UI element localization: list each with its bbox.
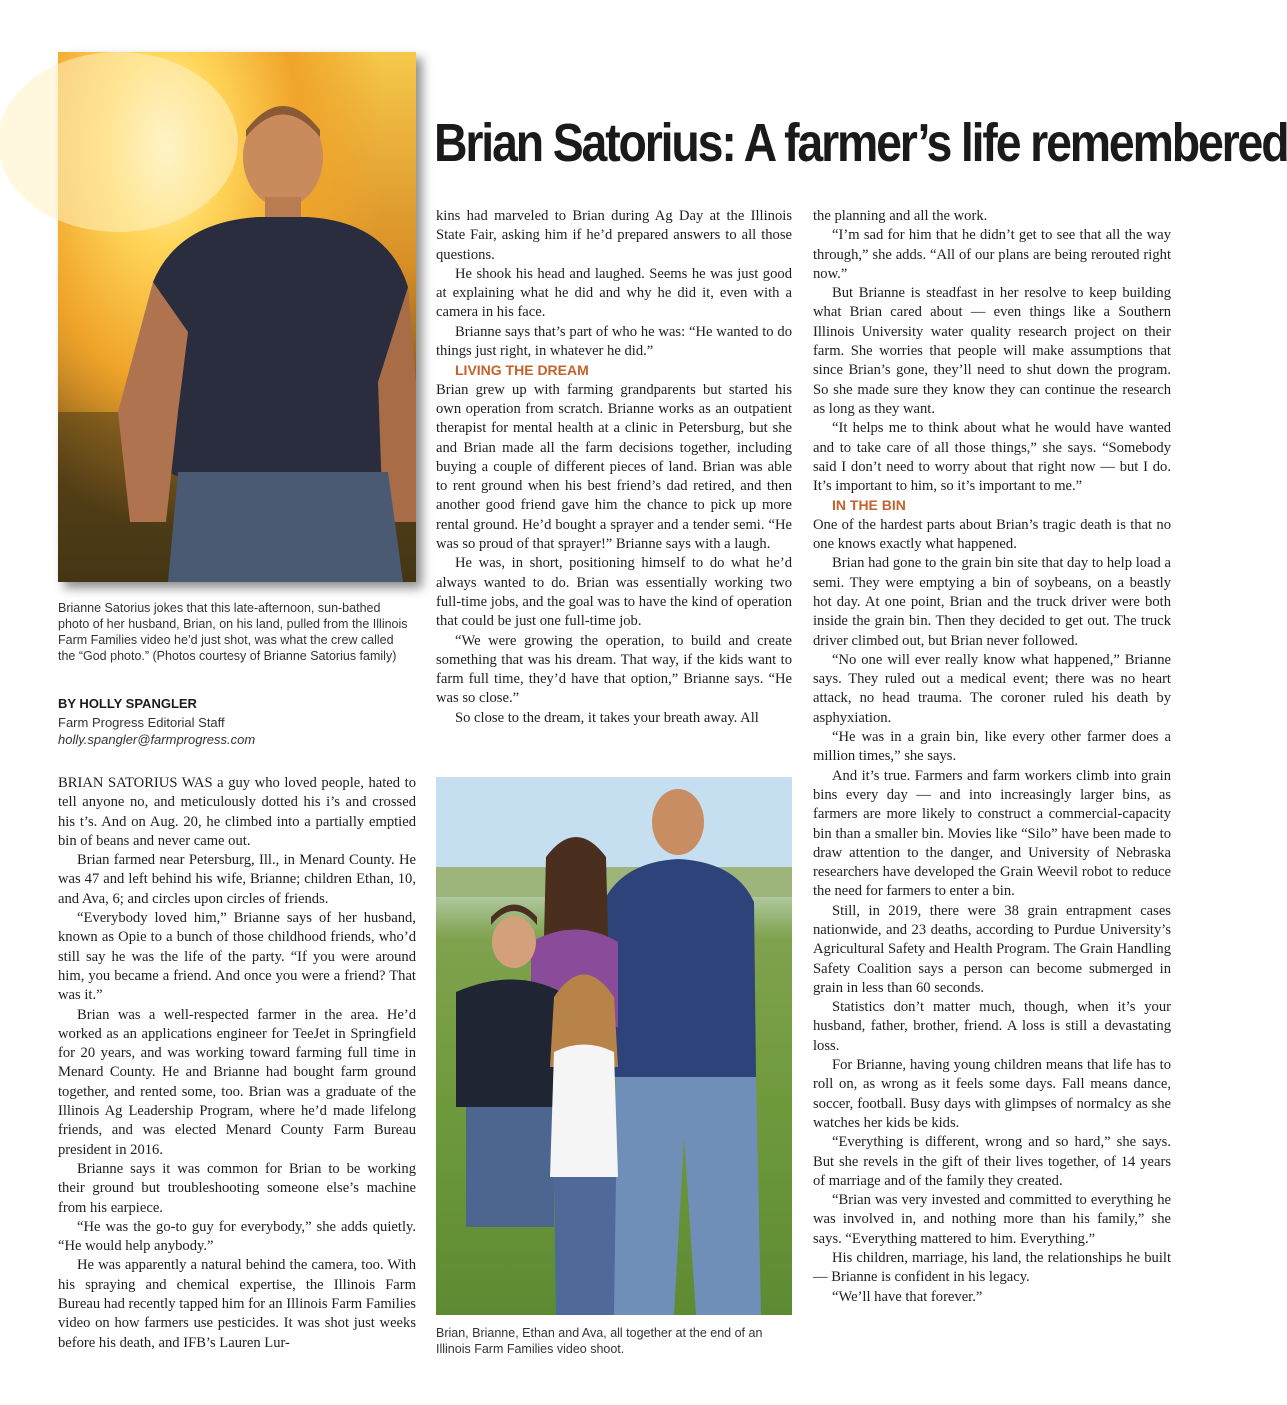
paragraph: BRIAN SATORIUS WAS a guy who loved people, hated to tell anyone no, and meticulously dotted his i’s and crossed his t’s. And on Aug. 20, he climbed into a partially emptied bin of beans and never came out.	[58, 775, 416, 849]
paragraph: “I’m sad for him that he didn’t get to see that all the way through,” she adds. “All of our plans are being rerouted right now.”	[813, 227, 1171, 282]
paragraph: kins had marveled to Brian during Ag Day at the Illinois State Fair, asking him if he’d prepared answers to all those questions.	[436, 208, 792, 263]
headline: Brian Satorius: A farmer’s life remembered	[434, 113, 1287, 173]
paragraph: Brian grew up with farming grandparents but started his own operation from scratch. Brianne works as an outpatient therapist for mental health at a clinic in Petersburg, but she and Brian made all the farm decisions together, including buying a couple of different pieces of land. Brian was able to rent ground when his best friend’s dad retired, and then another good friend gave him the chance to pick up more rental ground. He’d bought a sprayer and a tender semi. “He was so proud of that sprayer!” Brianne says with a laugh.	[436, 381, 792, 553]
byline-email[interactable]: holly.spangler@farmprogress.com	[58, 732, 256, 747]
photo-caption-family: Brian, Brianne, Ethan and Ava, all together at the end of an Illinois Farm Families video shoot.	[436, 1326, 763, 1356]
byline-title: Farm Progress Editorial Staff	[58, 715, 225, 730]
paragraph: Brianne says that’s part of who he was: “He wanted to do things just right, in whatever he did.”	[436, 323, 792, 360]
paragraph: “Everything is different, wrong and so hard,” she says. But she revels in the gift of their lives together, of 14 years of marriage and of the family they created.	[813, 1134, 1171, 1189]
byline	[58, 696, 408, 748]
paragraph: And it’s true. Farmers and farm workers climb into grain bins every day — and into increasingly larger bins, as farmers are more likely to construct a commercial-capacity bin than a smaller bin. Movies like “Silo” have been made to draw attention to the danger, and University of Nebraska researchers have developed the Grain Weevil robot to reduce the need for farmers to enter a bin.	[813, 767, 1171, 900]
subhead-in-the-bin: IN THE BIN	[832, 497, 906, 514]
subhead-living-the-dream: LIVING THE DREAM	[455, 362, 589, 379]
paragraph: His children, marriage, his land, the relationships he built — Brianne is confident in his legacy.	[813, 1250, 1171, 1286]
paragraph: “He was the go-to guy for everybody,” she adds quietly. “He would help anybody.”	[58, 1218, 416, 1255]
paragraph: “He was in a grain bin, like every other farmer does a million times,” she says.	[813, 729, 1171, 765]
photo-family	[436, 777, 792, 1315]
byline-author: BY HOLLY SPANGLER	[58, 696, 197, 711]
paragraph: “We’ll have that forever.”	[832, 1288, 983, 1305]
paragraph: Brian was a well-respected farmer in the area. He’d worked as an applications engineer for TeeJet in Springfield for 20 years, and was working toward farming full time in Menard County. He and Brianne had bought farm ground together, and rented some, too. Brian was a graduate of the Illinois Ag Leadership Program, where he’d made lifelong friends, and was elected Menard County Farm Bureau president in 2016.	[58, 1006, 416, 1158]
photo-caption-top: Brianne Satorius jokes that this late-afternoon, sun-bathed photo of her husband, Brian, on his land, pulled from the Illinois Farm Families video he’d just shot, was what the crew called the “God photo.” (Photos courtesy of Brianne Satorius family)	[58, 601, 408, 663]
paragraph: “Everybody loved him,” Brianne says of her husband, known as Opie to a bunch of those childhood friends, who’d still say he was the life of the party. “If you were around him, you became a friend. And once you were a friend? That was it.”	[58, 910, 416, 1004]
paragraph: Statistics don’t matter much, though, when it’s your husband, father, brother, friend. A loss is still a devastating loss.	[813, 999, 1171, 1054]
paragraph: But Brianne is steadfast in her resolve to keep building what Brian cared about — even things like a Southern Illinois University water quality research project on their farm. She worries that people will make assumptions that since Brian’s gone, they’ll need to shut down the program. So she made sure they know they can continue the research as long as they want.	[813, 285, 1171, 417]
paragraph: So close to the dream, it takes your breath away. All	[455, 709, 759, 726]
paragraph: He was apparently a natural behind the camera, too. With his spraying and chemical expertise, the Illinois Farm Bureau had recently tapped him for an Illinois Farm Families video on how farmers use pesticides. It was shot just weeks before his death, and IFB’s Lauren Lur-	[58, 1257, 416, 1351]
paragraph: Brianne says it was common for Brian to be working their ground but troubleshooting someone else’s machine from his earpiece.	[58, 1160, 416, 1216]
paragraph: “Brian was very invested and committed to everything he was involved in, and nothing more than his family,” she says. “Everything mattered to him. Everything.”	[813, 1192, 1171, 1247]
article-column-3	[813, 207, 1171, 1307]
paragraph: “We were growing the operation, to build and create something that was his dream. That way, if the kids want to farm full time, they’d have that option,” Brianne says. “He was so close.”	[436, 632, 792, 707]
paragraph: the planning and all the work.	[813, 208, 988, 224]
paragraph: “It helps me to think about what he would have wanted and to take care of all those things,” she says. “Somebody said I don’t need to worry about that right now — but I do. It’s important to him, so it’s important to me.”	[813, 420, 1171, 495]
paragraph: “No one will ever really know what happened,” Brianne says. They ruled out a medical event; there was no heart attack, no head trauma. The coroner ruled his death by asphyxiation.	[813, 651, 1171, 726]
paragraph: Still, in 2019, there were 38 grain entrapment cases nationwide, and 23 deaths, according to Purdue University’s Agricultural Safety and Health Program. The Grain Handling Safety Coalition says a person can become submerged in grain in less than 60 seconds.	[813, 902, 1171, 996]
paragraph: One of the hardest parts about Brian’s tragic death is that no one knows exactly what happened.	[813, 516, 1171, 553]
photo-brian-sunset	[58, 52, 416, 582]
paragraph: Brian farmed near Petersburg, Ill., in Menard County. He was 47 and left behind his wife, Brianne; children Ethan, 10, and Ava, 6; and circles upon circles of friends.	[58, 852, 416, 907]
article-column-2	[436, 207, 792, 728]
paragraph: Brian had gone to the grain bin site that day to help load a semi. They were emptying a bin of soybeans, on a beastly hot day. At one point, Brian and the truck driver were both inside the grain bin. Then they decided to get out. The truck driver climbed out, but Brian never followed.	[813, 555, 1171, 649]
paragraph: For Brianne, having young children means that life has to roll on, as wrong as it feels some days. Fall means dance, soccer, football. Busy days with glimpses of normalcy as she watches her kids be kids.	[813, 1057, 1171, 1131]
article-column-1	[58, 774, 416, 1353]
paragraph: He was, in short, positioning himself to do what he’d always wanted to do. Brian was essentially working two full-time jobs, and the goal was to have the kind of operation that could be just one full-time job.	[436, 555, 792, 630]
paragraph: He shook his head and laughed. Seems he was just good at explaining what he did and why he did it, even with a camera in his face.	[436, 265, 792, 321]
